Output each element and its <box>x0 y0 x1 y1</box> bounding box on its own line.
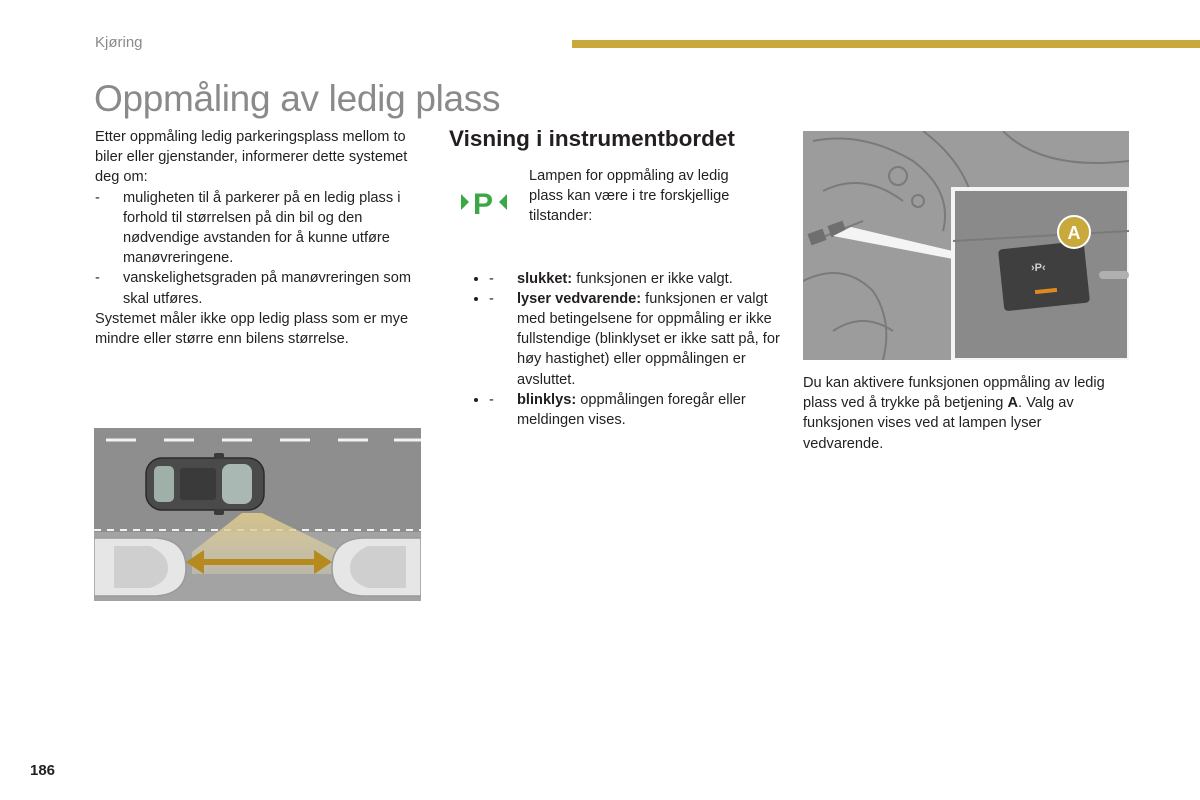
dashboard-control-photo <box>803 131 1129 360</box>
bullet-dash: - <box>95 189 100 206</box>
lamp-states-list <box>449 269 799 431</box>
header-accent-bar <box>572 40 1200 48</box>
parking-button-glyph: ›P‹ <box>1031 262 1046 274</box>
parked-car-rear <box>94 538 186 596</box>
bullet-dash: - <box>95 270 100 287</box>
intro-text: Etter oppmåling ledig parkeringsplass mellom to biler eller gjenstander, informerer dette systemet deg om: <box>95 129 408 186</box>
intro-closing-text: Systemet måler ikke opp ledig plass som er mye mindre eller større enn bilens størrelse. <box>95 310 409 348</box>
lamp-state-item <box>489 390 799 430</box>
display-heading: Visning i instrumentbordet <box>449 126 735 151</box>
intro-section <box>95 127 415 349</box>
lamp-state-item <box>489 289 799 390</box>
bullet-dash: • - <box>489 290 494 307</box>
lamp-state-desc: oppmålingen foregår eller meldingen vises. <box>517 391 746 429</box>
lamp-state-item <box>489 269 799 289</box>
lamp-description: Lampen for oppmåling av ledig plass kan være i tre forskjellige tilstander: <box>529 168 730 225</box>
control-text-after: . Valg av funksjonen vises ved at lampen lyser vedvarende. <box>803 395 1074 452</box>
parking-measurement-diagram <box>94 428 421 601</box>
control-description <box>803 373 1123 454</box>
intro-bullet <box>95 188 415 269</box>
intro-bullet-text: vanskelighetsgraden på manøvreringen som skal utføres. <box>123 270 411 307</box>
bullet-dash: • - <box>489 391 494 408</box>
lamp-state-desc: funksjonen er valgt med betingelsene for oppmåling er ikke fullstendige (blinklyset er ikke satt på, for høy hastighet) eller oppmålingen er avsluttet. <box>517 290 780 388</box>
control-text-before: Du kan aktivere funksjonen oppmåling av ledig plass ved å trykke på betjening <box>803 375 1105 412</box>
page-title: Oppmåling av ledig plass <box>94 78 501 119</box>
intro-bullet <box>95 268 415 308</box>
moving-car <box>146 453 264 515</box>
lamp-state-term: blinklys: <box>517 391 577 408</box>
lamp-state-term: slukket: <box>517 270 573 287</box>
section-label: Kjøring <box>95 34 143 51</box>
page-number: 186 <box>30 762 56 779</box>
svg-text:P: P <box>473 188 494 218</box>
parked-car-front <box>332 538 421 596</box>
lamp-state-term: lyser vedvarende: <box>517 290 642 307</box>
parking-space-measure-icon <box>459 186 511 218</box>
callout-label-a: A <box>1067 223 1081 243</box>
lamp-state-desc: funksjonen er ikke valgt. <box>572 270 733 287</box>
control-button-letter: A <box>1007 395 1018 412</box>
intro-bullet-text: muligheten til å parkerer på en ledig plass i forhold til størrelsen på din bil og den nødvendige avstanden for å kunne utføre manøvreringene. <box>123 189 401 267</box>
intro-bullet-list <box>95 188 415 309</box>
bullet-dash: • - <box>489 270 494 287</box>
